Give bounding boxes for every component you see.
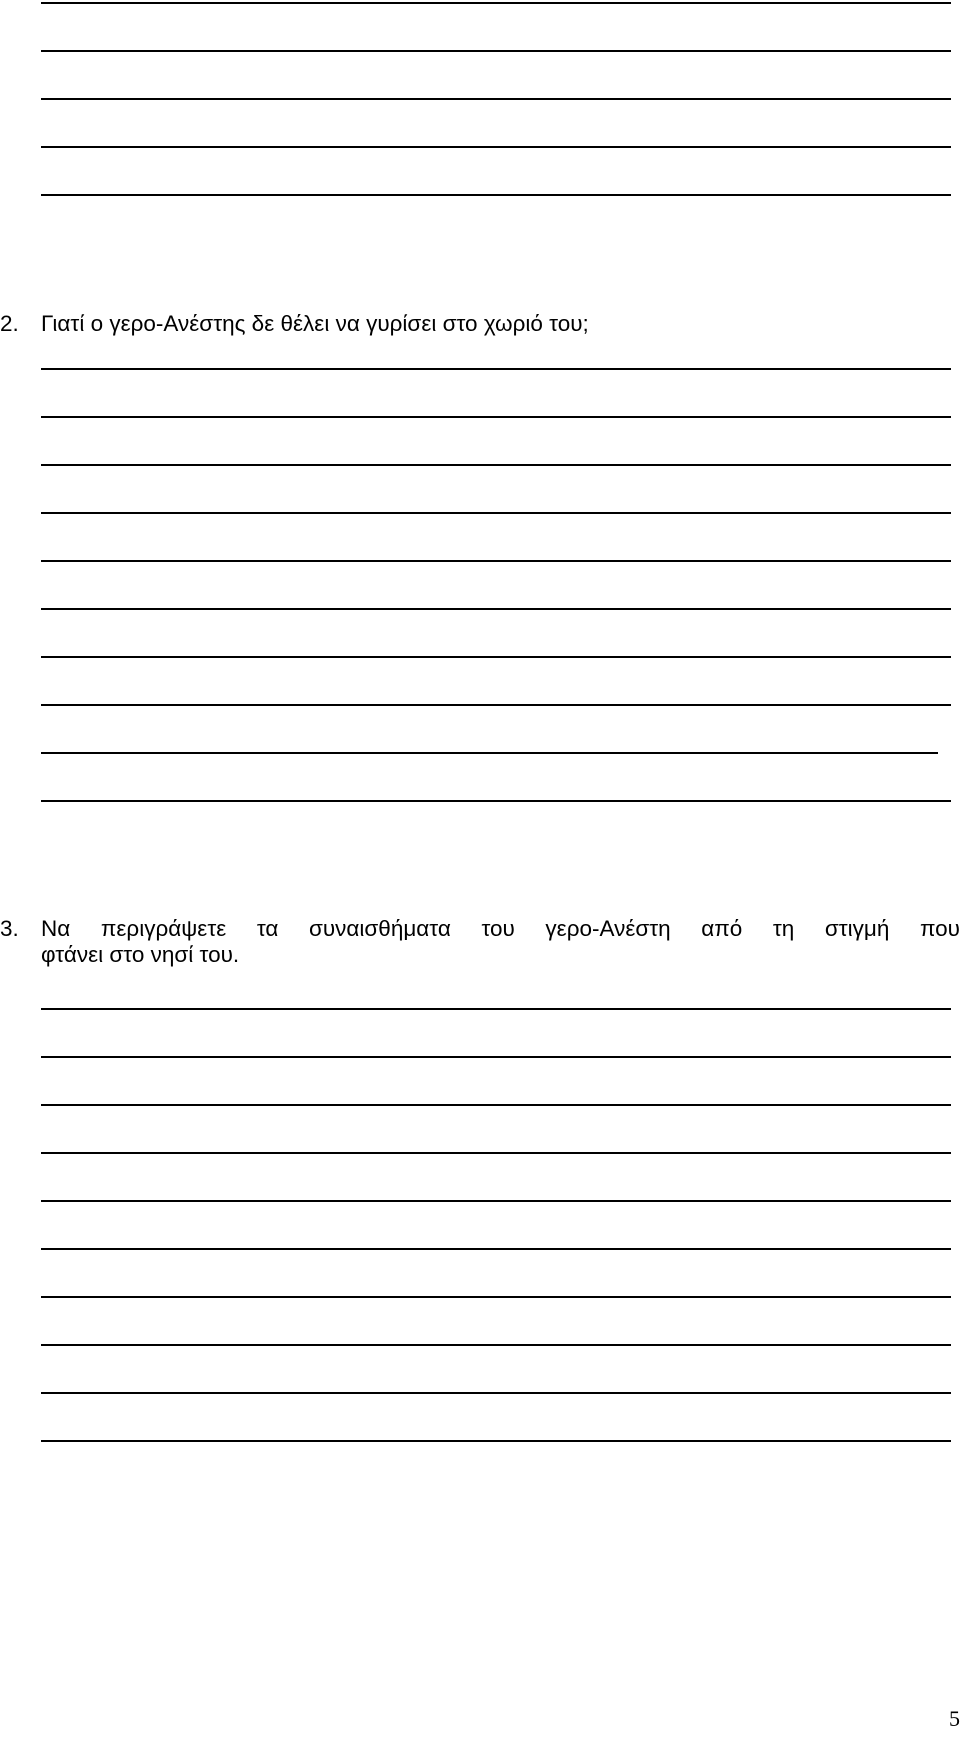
answer-line[interactable] — [41, 1392, 951, 1394]
answer-line[interactable] — [41, 50, 951, 52]
answer-line[interactable] — [41, 194, 951, 196]
answer-line[interactable] — [41, 608, 951, 610]
answer-line[interactable] — [41, 1056, 951, 1058]
answer-line[interactable] — [41, 1248, 951, 1250]
question-number: 2. — [0, 311, 19, 336]
answer-line[interactable] — [41, 368, 951, 370]
answer-line[interactable] — [41, 146, 951, 148]
answer-line[interactable] — [41, 464, 951, 466]
question-text: Γιατί ο γερο-Ανέστης δε θέλει να γυρίσει στο χωριό του; — [41, 311, 589, 336]
answer-line[interactable] — [41, 560, 951, 562]
question-text-line1: 3. Να περιγράψετε τα συναισθήματα του γερο-Ανέστη από τη στιγμή που — [0, 916, 960, 941]
page-number: 5 — [949, 1706, 960, 1731]
question-2 — [0, 311, 589, 337]
answer-line[interactable] — [41, 512, 951, 514]
question-text-line2: φτάνει στο νησί του. — [41, 942, 240, 967]
answer-line[interactable] — [41, 416, 951, 418]
answer-line[interactable] — [41, 800, 951, 802]
answer-line[interactable] — [41, 1104, 951, 1106]
answer-line[interactable] — [41, 1008, 951, 1010]
question-3 — [0, 916, 960, 968]
answer-line[interactable] — [41, 1344, 951, 1346]
answer-line[interactable] — [41, 1152, 951, 1154]
answer-line[interactable] — [41, 1440, 951, 1442]
answer-line[interactable] — [41, 704, 951, 706]
answer-line[interactable] — [41, 1200, 951, 1202]
question-number: 3. — [0, 916, 19, 941]
answer-line[interactable] — [41, 656, 951, 658]
answer-line[interactable] — [41, 2, 951, 4]
answer-line[interactable] — [41, 98, 951, 100]
answer-line[interactable] — [41, 752, 938, 754]
answer-line[interactable] — [41, 1296, 951, 1298]
